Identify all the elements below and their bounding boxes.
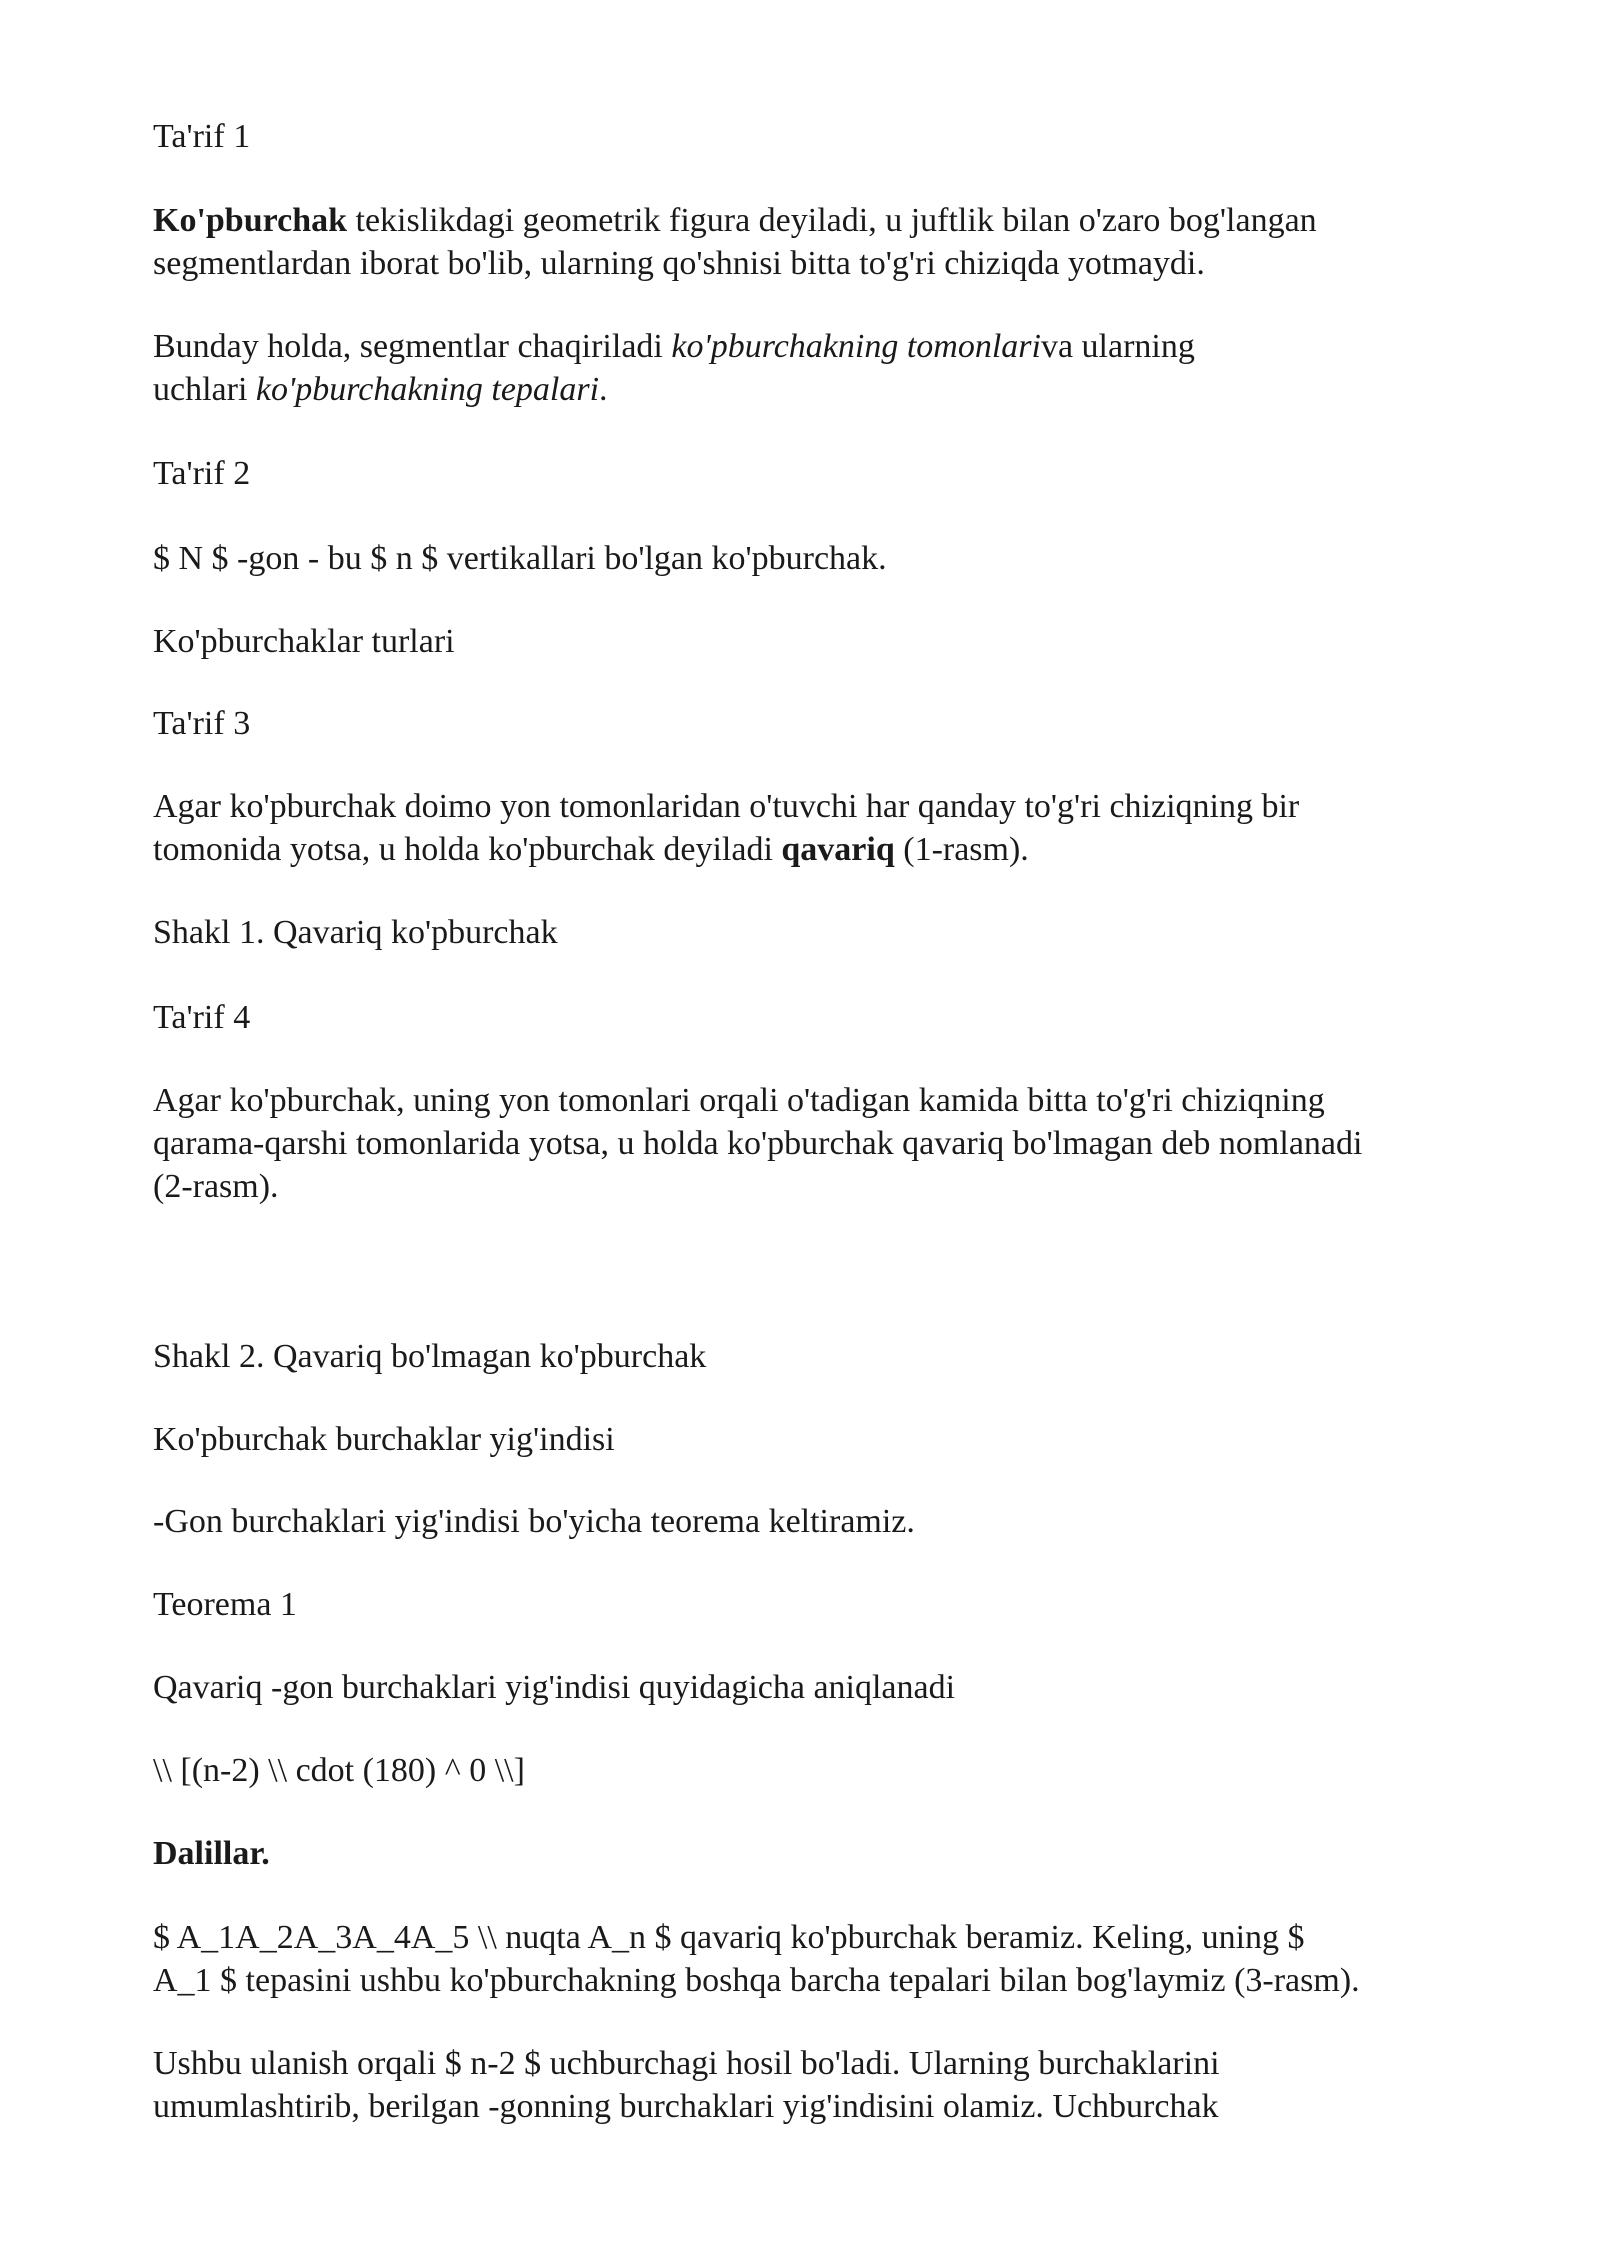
types-heading: Ko'pburchaklar turlari <box>153 623 455 660</box>
figure-2-caption: Shakl 2. Qavariq bo'lmagan ko'pburchak <box>153 1338 707 1375</box>
theorem-heading: Teorema 1 <box>153 1586 297 1623</box>
paragraph-line: $ A_1A_2A_3A_4A_5 \\ nuqta A_n $ qavariq ko'pburchak beramiz. Keling, uning $ <box>153 1919 1305 1956</box>
definition-2-heading: Ta'rif 2 <box>153 455 251 492</box>
definition-1-paragraph <box>153 199 1503 285</box>
paragraph-line: segmentlardan iborat bo'lib, ularning qo'shnisi bitta to'g'ri chiziqda yotmaydi. <box>153 245 1205 282</box>
italic-term: ko'pburchakning tomonlari <box>671 328 1041 365</box>
text-run: Bunday holda, segmentlar chaqiriladi <box>153 328 672 365</box>
paragraph-line: qarama-qarshi tomonlarida yotsa, u holda ko'pburchak qavariq bo'lmagan deb nomlanadi <box>153 1125 1363 1162</box>
bold-heading: Dalillar. <box>153 1835 270 1872</box>
paragraph-line: Agar ko'pburchak doimo yon tomonlaridan o'tuvchi har qanday to'g'ri chiziqning bir <box>153 788 1300 825</box>
paragraph-line: Agar ko'pburchak, uning yon tomonlari orqali o'tadigan kamida bitta to'g'ri chiziqning <box>153 1082 1325 1119</box>
definition-4-paragraph <box>153 1079 1503 1208</box>
paragraph-line: (2-rasm). <box>153 1168 279 1205</box>
proof-paragraph <box>153 1916 1503 2002</box>
bold-term: qavariq <box>781 831 895 868</box>
text-run: tomonida yotsa, u holda ko'pburchak deyiladi <box>153 831 782 868</box>
angle-sum-intro: -Gon burchaklari yig'indisi bo'yicha teorema keltiramiz. <box>153 1503 915 1540</box>
definition-3-paragraph <box>153 785 1503 871</box>
figure-1-caption: Shakl 1. Qavariq ko'pburchak <box>153 914 558 951</box>
final-paragraph <box>153 2042 1503 2128</box>
paragraph-line: umumlashtirib, berilgan -gonning burchaklari yig'indisini olamiz. Uchburchak <box>153 2088 1219 2125</box>
sides-vertices-paragraph <box>153 325 1503 411</box>
theorem-formula: \\ [(n-2) \\ cdot (180) ^ 0 \\] <box>153 1752 525 1789</box>
heading-text: Ta'rif 1 <box>153 118 251 155</box>
text-run: (1-rasm). <box>894 831 1029 868</box>
paragraph-line <box>153 199 1503 242</box>
paragraph-line <box>153 325 1503 368</box>
paragraph-line <box>153 828 1503 871</box>
text-run: . <box>599 371 608 408</box>
italic-term: ko'pburchakning tepalari <box>255 371 600 408</box>
definition-3-heading: Ta'rif 3 <box>153 705 251 742</box>
text-run: va ularning <box>1040 328 1195 365</box>
angle-sum-heading: Ko'pburchak burchaklar yig'indisi <box>153 1421 615 1458</box>
definition-4-heading: Ta'rif 4 <box>153 999 251 1036</box>
text-run: uchlari <box>153 371 256 408</box>
proof-heading <box>153 1832 1503 1875</box>
paragraph-line <box>153 368 1503 411</box>
paragraph-line: Ushbu ulanish orqali $ n-2 $ uchburchagi hosil bo'ladi. Ularning burchaklarini <box>153 2045 1220 2082</box>
text-run: tekislikdagi geometrik figura deyiladi, u juftlik bilan o'zaro bog'langan <box>347 202 1317 239</box>
paragraph-line: A_1 $ tepasini ushbu ko'pburchakning boshqa barcha tepalari bilan bog'laymiz (3-rasm). <box>153 1962 1360 1999</box>
bold-term: Ko'pburchak <box>153 202 348 239</box>
theorem-text: Qavariq -gon burchaklari yig'indisi quyidagicha aniqlanadi <box>153 1669 956 1706</box>
definition-2-text: $ N $ -gon - bu $ n $ vertikallari bo'lgan ko'pburchak. <box>153 540 887 577</box>
definition-1-heading <box>153 115 1503 158</box>
